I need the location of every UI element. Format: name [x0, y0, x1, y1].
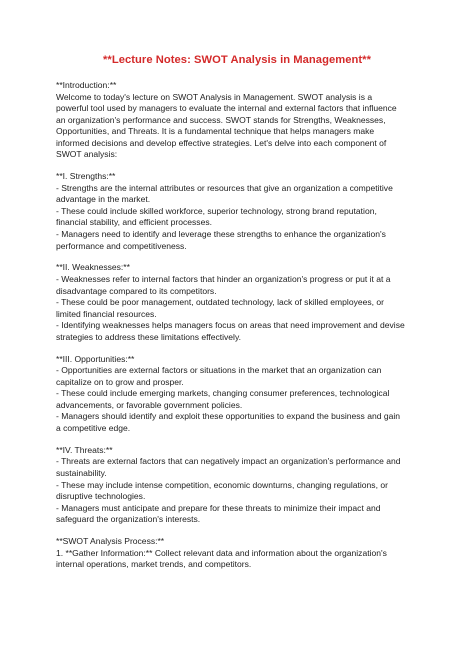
text-line: capitalize on to grow and prosper. — [56, 376, 184, 387]
weaknesses-section — [56, 262, 426, 343]
text-line: SWOT analysis: — [56, 149, 118, 160]
document-body — [56, 80, 426, 581]
introduction-section — [56, 80, 426, 161]
text-line: disruptive technologies. — [56, 491, 146, 502]
text-line: Opportunities, and Threats. It is a fundamental technique that helps managers make — [56, 126, 375, 137]
text-line: - Weaknesses refer to internal factors that hinder an organization's progress or put it at a — [56, 273, 391, 284]
text-line: sustainability. — [56, 467, 107, 478]
document-title: **Lecture Notes: SWOT Analysis in Management** — [103, 54, 371, 66]
threats-section — [56, 445, 426, 526]
text-line: Welcome to today's lecture on SWOT Analysis in Management. SWOT analysis is a — [56, 91, 373, 102]
text-line: informed decisions and develop effective strategies. Let's delve into each component of — [56, 137, 387, 148]
text-line: an organization's performance and success. SWOT stands for Strengths, Weaknesses, — [56, 114, 386, 125]
text-line: 1. **Gather Information:** Collect relevant data and information about the organization's — [56, 547, 387, 558]
text-line: - These could include emerging markets, changing consumer preferences, technological — [56, 388, 390, 399]
text-line: - Identifying weaknesses helps managers focus on areas that need improvement and devise — [56, 320, 405, 331]
text-line: - These could be poor management, outdated technology, lack of skilled employees, or — [56, 297, 384, 308]
strengths-section — [56, 171, 426, 252]
text-line: - Managers must anticipate and prepare for these threats to minimize their impact and — [56, 502, 381, 513]
text-line: limited financial resources. — [56, 308, 157, 319]
process-section — [56, 536, 426, 571]
text-line: - Managers need to identify and leverage these strengths to enhance the organization's — [56, 228, 386, 239]
text-line: - Strengths are the internal attributes or resources that give an organization a competitive — [56, 182, 393, 193]
text-line: performance and competitiveness. — [56, 240, 187, 251]
text-line: - These could include skilled workforce, superior technology, strong brand reputation, — [56, 205, 377, 216]
text-line: - Opportunities are external factors or situations in the market that an organization can — [56, 365, 382, 376]
text-line: - Threats are external factors that can negatively impact an organization's performance and — [56, 456, 401, 467]
text-line: advantage in the market. — [56, 194, 151, 205]
process-heading: **SWOT Analysis Process:** — [56, 536, 165, 547]
text-line: powerful tool used by managers to evaluate the internal and external factors that influence — [56, 103, 397, 114]
introduction-heading: **Introduction:** — [56, 80, 117, 90]
strengths-heading: **I. Strengths:** — [56, 171, 116, 182]
text-line: internal operations, market trends, and competitors. — [56, 559, 252, 570]
threats-heading: **IV. Threats:** — [56, 444, 113, 455]
text-line: - These may include intense competition, economic downturns, changing regulations, or — [56, 479, 388, 490]
text-line: advancements, or favorable government policies. — [56, 399, 243, 410]
text-line: financial stability, and efficient processes. — [56, 217, 212, 228]
text-line: - Managers should identify and exploit these opportunities to expand the business and gain — [56, 411, 401, 422]
weaknesses-heading: **II. Weaknesses:** — [56, 262, 130, 273]
text-line: safeguard the organization's interests. — [56, 514, 201, 525]
opportunities-heading: **III. Opportunities:** — [56, 353, 135, 364]
opportunities-section — [56, 354, 426, 435]
text-line: strategies to address these limitations effectively. — [56, 331, 241, 342]
text-line: disadvantage compared to its competitors. — [56, 285, 217, 296]
text-line: a competitive edge. — [56, 422, 131, 433]
